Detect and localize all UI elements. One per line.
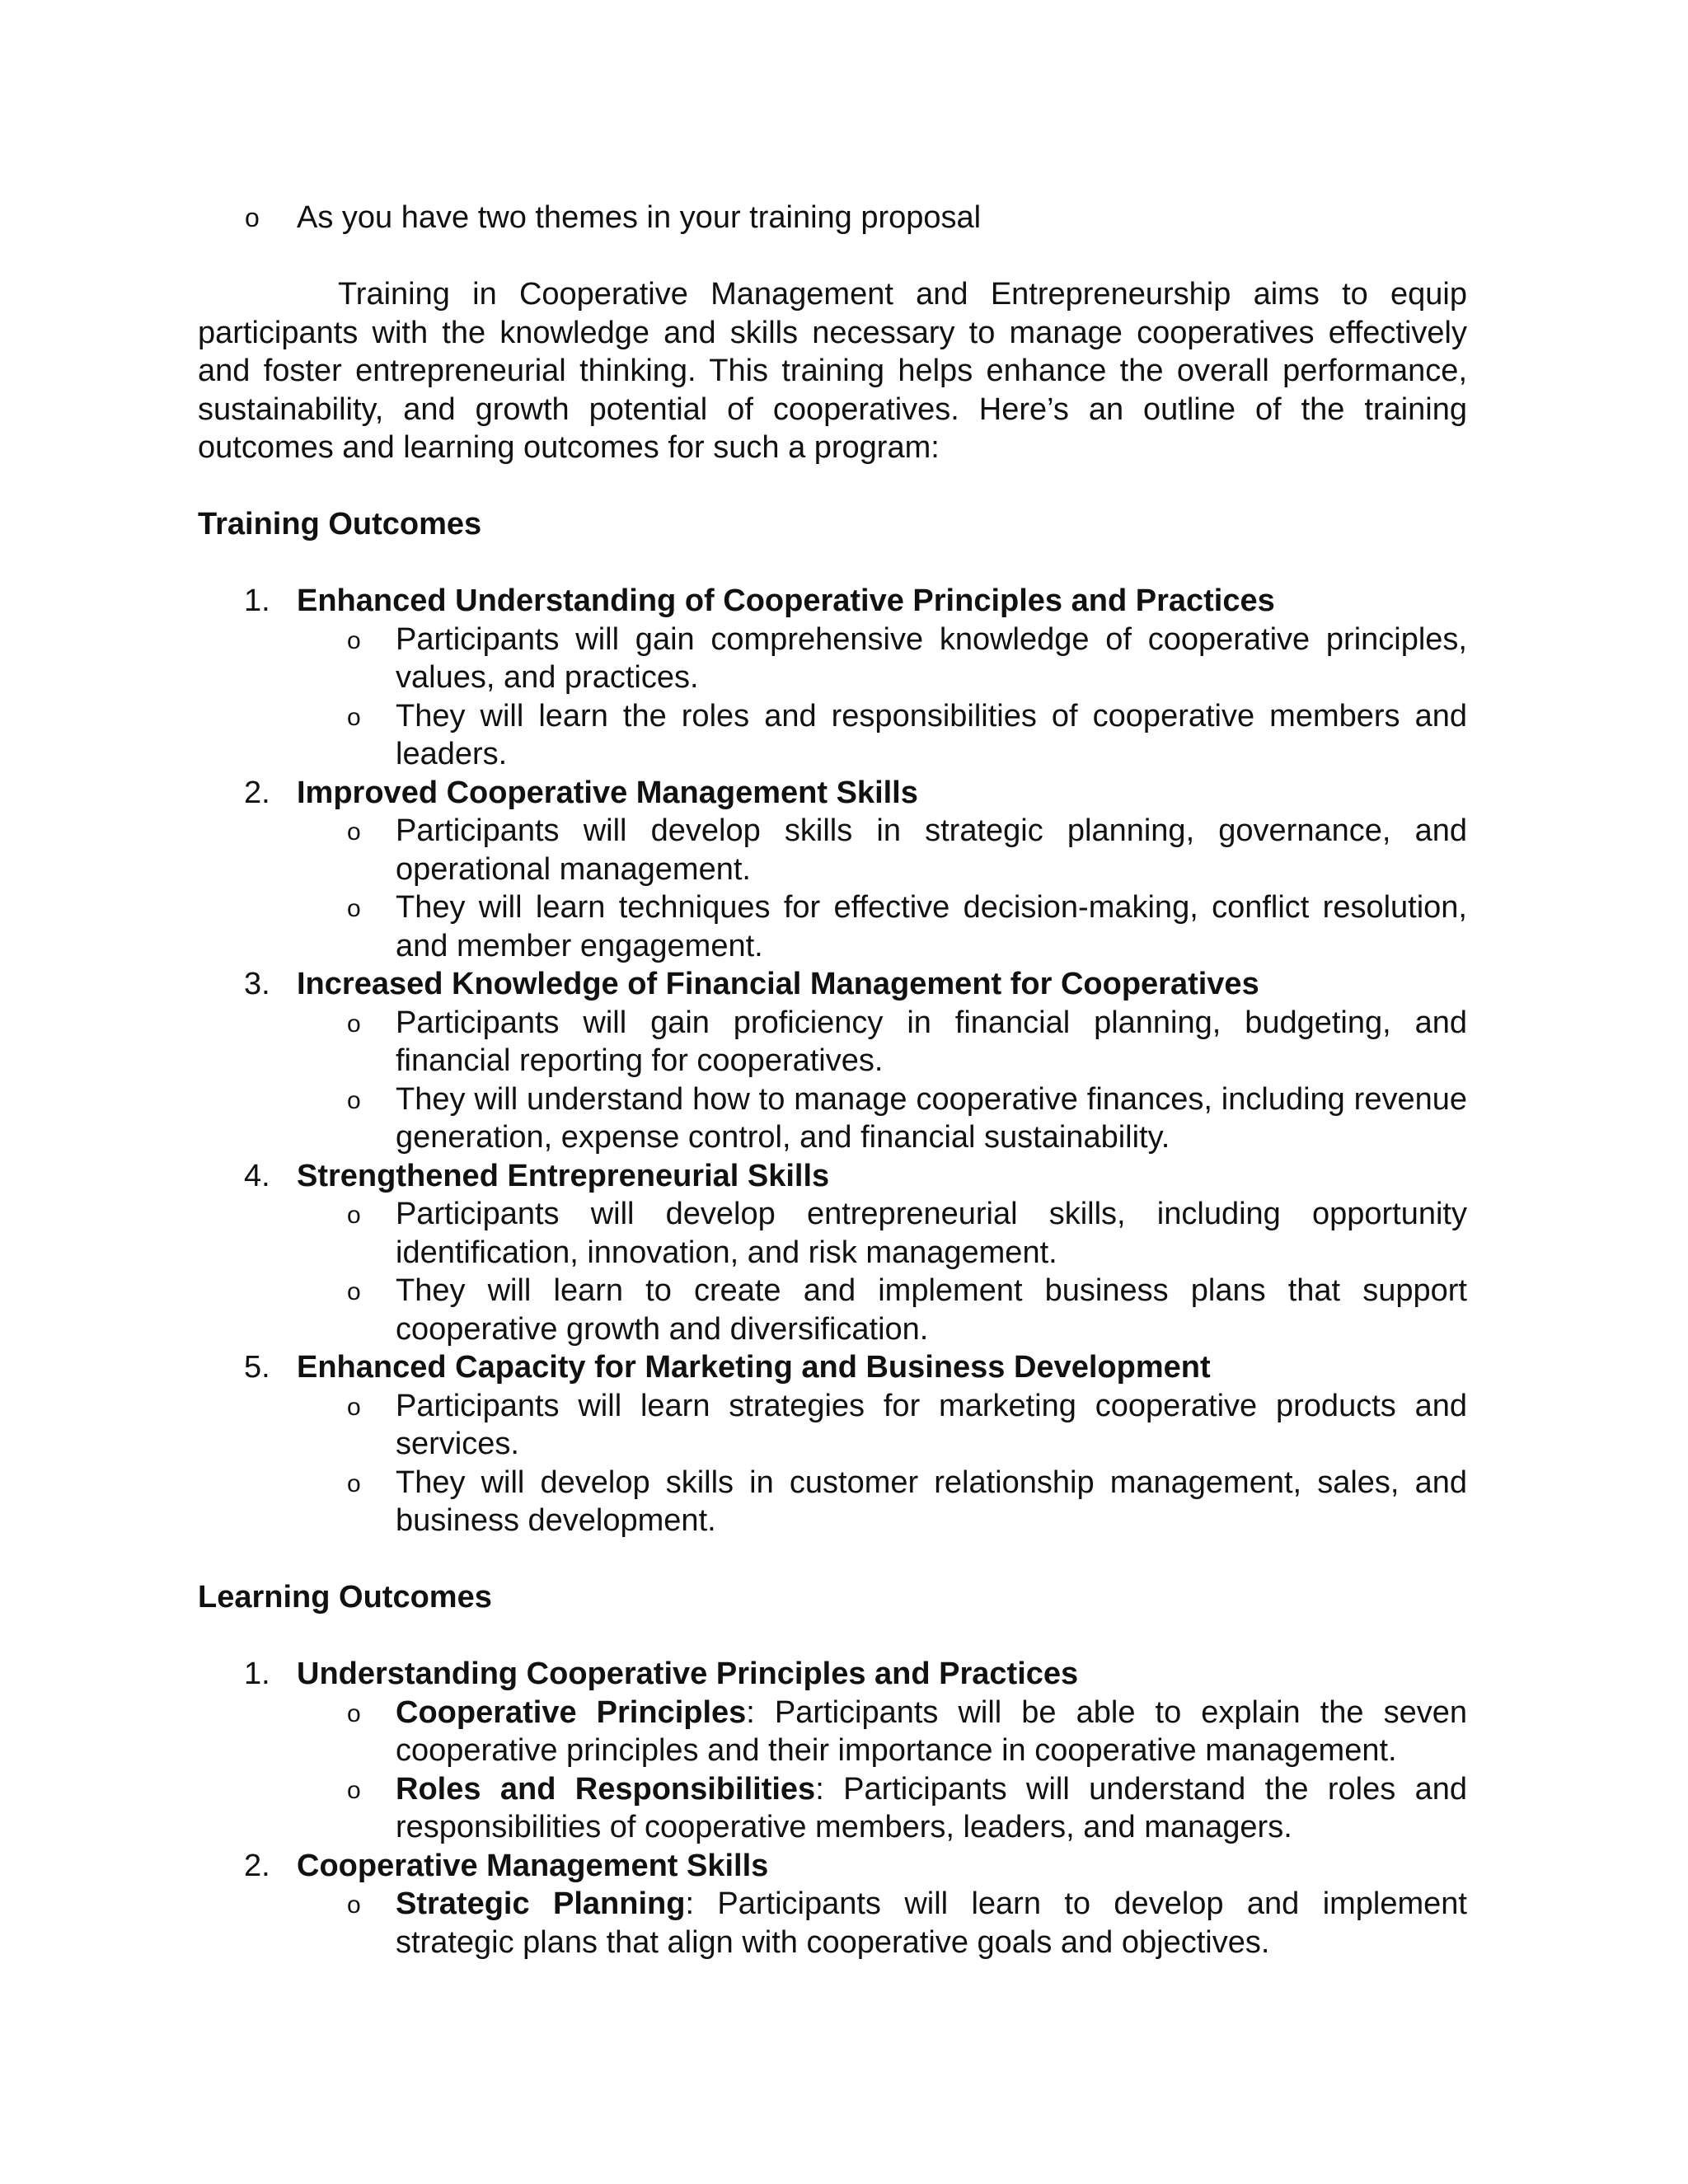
sub-list-item <box>297 1195 1467 1272</box>
item-heading: Cooperative Management Skills <box>297 1848 769 1883</box>
list-item <box>198 1157 1467 1349</box>
sub-item-lead: Strategic Planning <box>396 1886 686 1921</box>
bullet-marker: o <box>245 203 260 232</box>
list-item <box>198 774 1467 966</box>
sub-item-text: They will understand how to manage cooperative finances, including revenue generation, expense control, and financial sustainability. <box>396 1081 1467 1155</box>
sub-item-lead: Cooperative Principles <box>396 1694 747 1730</box>
sub-list-item <box>297 1387 1467 1464</box>
item-number: 1. <box>244 583 270 618</box>
training-outcomes-title: Training Outcomes <box>198 507 482 541</box>
sub-list <box>297 1195 1467 1348</box>
sub-list <box>297 1004 1467 1157</box>
item-number: 1. <box>244 1657 270 1691</box>
item-number: 2. <box>244 1848 270 1883</box>
list-item <box>198 582 1467 774</box>
item-heading: Improved Cooperative Management Skills <box>297 775 918 810</box>
sub-item-text: They will learn to create and implement business plans that support cooperative growth and diversification. <box>396 1273 1467 1347</box>
top-note-text: As you have two themes in your training proposal <box>297 200 982 235</box>
bullet-marker: o <box>347 1278 361 1305</box>
sub-item-text: They will learn the roles and responsibilities of cooperative members and leaders. <box>396 698 1467 771</box>
learning-outcomes-title: Learning Outcomes <box>198 1580 492 1615</box>
sub-item-lead: Roles and Responsibilities <box>396 1771 816 1807</box>
sub-item-text: They will learn techniques for effective decision-making, conflict resolution, and member engagement. <box>396 890 1467 963</box>
item-heading: Enhanced Understanding of Cooperative Principles and Practices <box>297 583 1275 618</box>
document-body <box>198 199 1467 1961</box>
sub-list <box>297 1885 1467 1961</box>
sub-list-item <box>297 1770 1467 1847</box>
item-number: 5. <box>244 1350 270 1385</box>
bullet-marker: o <box>347 1086 361 1114</box>
sub-item-text: : Participants will learn to develop and implement strategic plans that align with cooperative goals and objectives. <box>396 1886 1467 1960</box>
sub-list-item <box>297 1464 1467 1540</box>
bullet-marker: o <box>347 626 361 654</box>
item-heading: Understanding Cooperative Principles and Practices <box>297 1657 1079 1691</box>
bullet-marker: o <box>347 895 361 922</box>
list-item <box>198 1655 1467 1847</box>
list-item <box>198 965 1467 1157</box>
bullet-marker: o <box>347 1010 361 1038</box>
list-item <box>198 1847 1467 1962</box>
bullet-marker: o <box>347 818 361 846</box>
sub-item-text: Participants will learn strategies for marketing cooperative products and services. <box>396 1388 1467 1461</box>
list-item <box>198 1348 1467 1540</box>
sub-list <box>297 621 1467 774</box>
sub-list <box>297 1694 1467 1847</box>
sub-item-text: Participants will gain comprehensive knowledge of cooperative principles, values, and practices. <box>396 621 1467 695</box>
top-note <box>198 199 1467 237</box>
intro-paragraph: Training in Cooperative Management and Entrepreneurship aims to equip participants with the knowledge and skills necessary to manage cooperatives effectively and foster entrepreneurial thinking. This training helps enhance the overall performance, sustainability, and growth potential of cooperatives. Here’s an outline of the training outcomes and learning outcomes for such a program: <box>198 277 1467 465</box>
sub-item-text: : Participants will be able to explain the seven cooperative principles and their importance in cooperative management. <box>396 1694 1467 1768</box>
sub-list-item <box>297 1694 1467 1770</box>
sub-list-item <box>297 697 1467 774</box>
bullet-marker: o <box>347 1202 361 1229</box>
sub-list-item <box>297 1004 1467 1080</box>
sub-list-item <box>297 1885 1467 1961</box>
sub-item-text: They will develop skills in customer relationship management, sales, and business development. <box>396 1465 1467 1538</box>
item-heading: Strengthened Entrepreneurial Skills <box>297 1158 830 1193</box>
sub-list-item <box>297 812 1467 888</box>
sub-item-text: Participants will develop skills in strategic planning, governance, and operational management. <box>396 813 1467 887</box>
learning-outcomes-list <box>198 1655 1467 1961</box>
sub-list <box>297 1387 1467 1540</box>
sub-item-text: Participants will gain proficiency in financial planning, budgeting, and financial reporting for cooperatives. <box>396 1005 1467 1078</box>
sub-list-item <box>297 888 1467 965</box>
sub-list <box>297 812 1467 965</box>
item-number: 2. <box>244 775 270 810</box>
bullet-marker: o <box>347 1393 361 1421</box>
item-number: 3. <box>244 967 270 1001</box>
bullet-marker: o <box>347 703 361 731</box>
training-outcomes-list <box>198 582 1467 1540</box>
bullet-marker: o <box>347 1699 361 1727</box>
item-heading: Increased Knowledge of Financial Management for Cooperatives <box>297 967 1259 1001</box>
bullet-marker: o <box>347 1891 361 1919</box>
bullet-marker: o <box>347 1469 361 1497</box>
bullet-marker: o <box>347 1776 361 1804</box>
sub-list-item <box>297 621 1467 697</box>
item-heading: Enhanced Capacity for Marketing and Business Development <box>297 1350 1211 1385</box>
sub-item-text: : Participants will understand the roles and responsibilities of cooperative members, leaders, and managers. <box>396 1771 1467 1844</box>
sub-list-item <box>297 1080 1467 1157</box>
item-number: 4. <box>244 1158 270 1193</box>
sub-list-item <box>297 1272 1467 1348</box>
sub-item-text: Participants will develop entrepreneurial skills, including opportunity identification, innovation, and risk management. <box>396 1197 1467 1270</box>
